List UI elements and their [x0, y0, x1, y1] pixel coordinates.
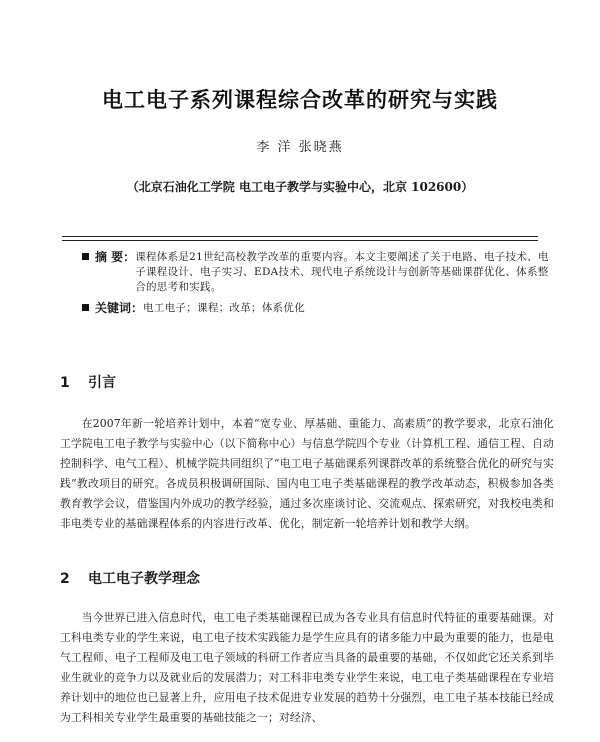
section-title: 引言 [88, 375, 116, 391]
authors: 李 洋 张晓燕 [256, 140, 344, 155]
paper-title: 电工电子系列课程综合改革的研究与实践 [102, 88, 498, 112]
square-bullet-icon [82, 253, 89, 260]
section-1-paragraph: 在2007年新一轮培养计划中，本着“宽专业、厚基础、重能力、高素质”的教学要求，北京石油化工学院电工电子教学与实验中心（以下简称中心）与信息学院四个专业（计算机工程、通信工程、自动控制科学、电气工程）、机械学院共同组织了“电工电子基础课系列课群改革的系统整合优化的研究与实践”教改项目的研究。各成员积极调研国际、国内电工电子类基础课程的教学改革动态，积极参加各类教育教学会议，借鉴国内外成功的教学经验，通过多次座谈讨论、交流观点、探索研究，对我校电类和非电类专业的基础课程体系的内容进行改革、优化，制定新一轮培养计划和教学大纲。 [60, 417, 554, 530]
section-2-paragraph: 当今世界已进入信息时代，电工电子类基础课程已成为各专业具有信息时代特征的重要基础课。对工科电类专业的学生来说，电工电子技术实践能力是学生应具有的诸多能力中最为重要的能力，也是电气工程师、电子工程师及电工电子领域的科研工作者应当具备的最重要的基础，不仅如此它还关系到毕业生就业的竞争力以及就业后的发展潜力；对工科非电类专业学生来说，电工电子类基础课程在专业培养计划中的地位也已显著上升，应用电子技术促进专业发展的趋势十分强烈，电工电子基本技能已经成为工科相关专业学生最重要的基础技能之一；对经济、 [60, 611, 554, 724]
abstract-text: 课程体系是21世纪高校教学改革的重要内容。本文主要阐述了关于电路、电子技术、电子课程设计、电子实习、EDA技术、现代电子系统设计与创新等基础课群优化、体系整合的思考和实践。 [135, 251, 549, 293]
divider-line [62, 240, 538, 241]
affiliation: （北京石油化工学院 电工电子教学与实验中心，北京 102600） [126, 180, 474, 194]
abstract-label-wrap [82, 250, 135, 295]
section-number: 1 [60, 375, 70, 391]
keywords-text: 电工电子；课程；改革；体系优化 [143, 302, 306, 314]
abstract-label: 摘 要： [95, 250, 136, 264]
abstract-block [82, 250, 552, 316]
square-bullet-icon [82, 304, 89, 311]
section-heading-1 [60, 372, 116, 392]
keywords-label-wrap [82, 301, 143, 316]
section-number: 2 [60, 571, 70, 587]
section-heading-2 [60, 568, 200, 588]
section-title: 电工电子教学理念 [88, 571, 200, 587]
keywords-label: 关键词： [95, 301, 144, 315]
divider-line [62, 236, 538, 237]
